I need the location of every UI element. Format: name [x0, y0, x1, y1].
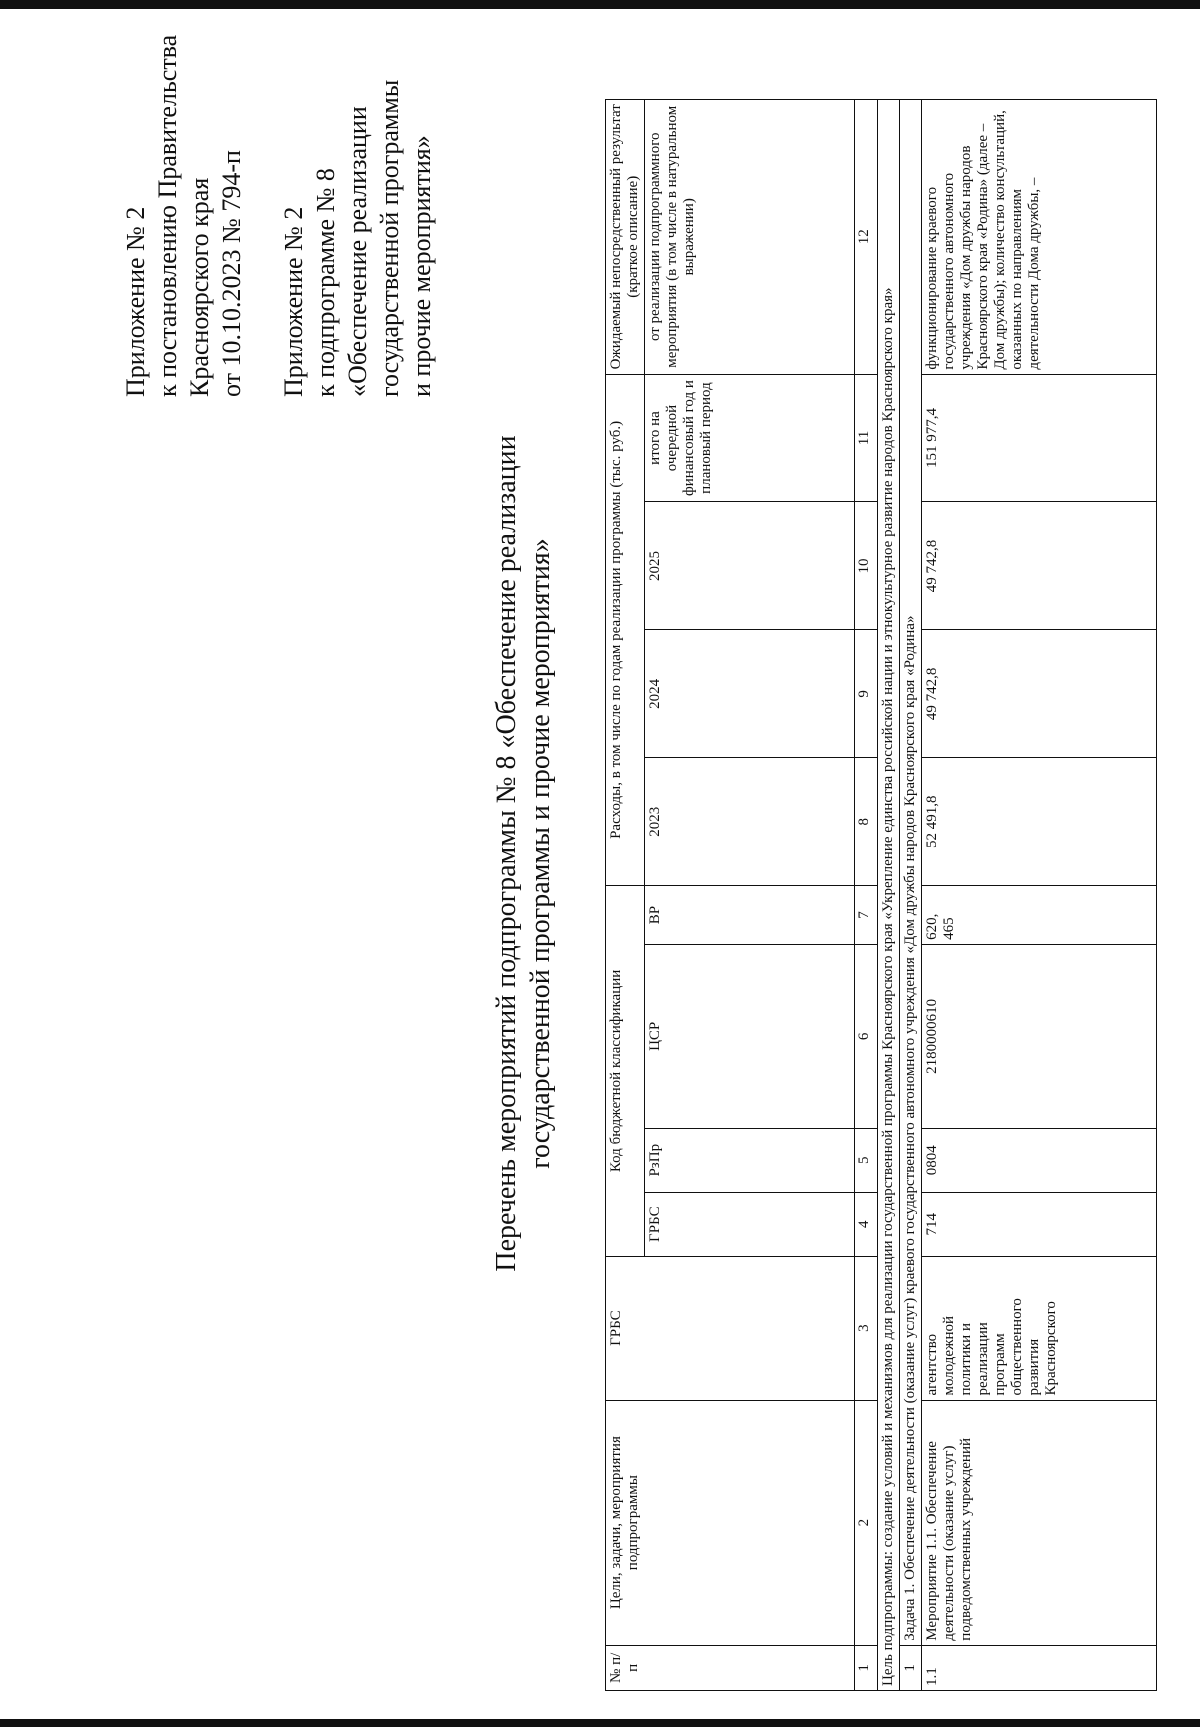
header-grbs: ГРБС	[606, 1256, 855, 1400]
document-title-line1: Перечень мероприятий подпрограммы № 8 «Обеспечение реализации	[491, 435, 522, 1272]
goal-row	[878, 100, 900, 1691]
annex-line: Приложение № 2	[279, 206, 308, 397]
header-goals: Цели, задачи, мероприятия подпрограммы	[606, 1400, 855, 1645]
column-number: 7	[855, 886, 878, 945]
document-title	[490, 0, 558, 1717]
column-number: 12	[855, 100, 878, 375]
goal-text: Цель подпрограммы: создание условий и механизмов для реализации государственной программы Красноярского края «Укрепление единства российской нации и этнокультурное развитие народов Красноярского края»	[878, 100, 900, 1691]
column-number: 11	[855, 374, 878, 502]
approval-line: от 10.10.2023 № 794-п	[217, 150, 246, 397]
measure-num: 1.1	[922, 1645, 1157, 1690]
task-num: 1	[900, 1645, 922, 1690]
task-row	[900, 100, 922, 1691]
table-row	[922, 100, 1157, 1691]
column-number: 3	[855, 1256, 878, 1400]
document-title-line2: государственной программы и прочие мероприятия»	[525, 538, 556, 1169]
column-numbers-row	[855, 100, 878, 1691]
column-number: 1	[855, 1645, 878, 1690]
measures-table	[605, 99, 1157, 1691]
column-number: 6	[855, 944, 878, 1128]
column-number: 4	[855, 1192, 878, 1256]
header-2023: 2023	[645, 758, 855, 886]
measure-grbs-code: 714	[922, 1192, 1157, 1256]
column-number: 9	[855, 630, 878, 758]
header-2025: 2025	[645, 502, 855, 630]
task-text: Задача 1. Обеспечение деятельности (оказание услуг) краевого государственного автономного учреждения «Дом дружбы народов Красноярского края «Родина»	[900, 100, 922, 1646]
header-total: итого на очередной финансовый год и плановый период	[645, 374, 855, 502]
header-rzpr: РзПр	[645, 1128, 855, 1192]
header-expected-result-detail: от реализации подпрограммного мероприятия (в том числе в натуральном выражении)	[645, 100, 855, 375]
column-number: 8	[855, 758, 878, 886]
column-number: 5	[855, 1128, 878, 1192]
header-csr: ЦСР	[645, 944, 855, 1128]
header-grbs-short: ГРБС	[645, 1192, 855, 1256]
measure-csr: 2180000610	[922, 944, 1157, 1128]
header-vr: ВР	[645, 886, 855, 945]
measure-total: 151 977,4	[922, 374, 1157, 502]
annex-line: государственной программы	[375, 79, 404, 397]
approval-line: к постановлению Правительства	[153, 34, 182, 397]
approval-block	[120, 17, 438, 397]
annex-line: «Обеспечение реализации	[343, 106, 372, 397]
measure-2024: 49 742,8	[922, 630, 1157, 758]
header-2024: 2024	[645, 630, 855, 758]
measure-name: Мероприятие 1.1. Обеспечение деятельности (оказание услуг) подведомственных учреждений	[922, 1400, 1157, 1645]
header-num: № п/п	[606, 1645, 855, 1690]
header-expenses: Расходы, в том числе по годам реализации программы (тыс. руб.)	[606, 374, 645, 886]
measure-result: функционирование краевого государственного автономного учреждения «Дом дружбы народов Красноярского края «Родина» (далее – Дом дружбы); количество консультаций, оказанных по направлениям деятельности Дома дружбы, –	[922, 100, 1157, 375]
header-expected-result: Ожидаемый непосредственный результат (краткое описание)	[606, 100, 645, 375]
column-number: 10	[855, 502, 878, 630]
approval-line: Красноярского края	[185, 177, 214, 397]
approval-line: Приложение № 2	[121, 206, 150, 397]
measure-vr: 620, 465	[922, 886, 1157, 945]
measure-2023: 52 491,8	[922, 758, 1157, 886]
annex-line: и прочие мероприятия»	[407, 135, 436, 397]
annex-line: к подпрограмме № 8	[311, 168, 340, 397]
measure-grbs: агентство молодежной политики и реализации программ общественного развития Красноярского	[922, 1256, 1157, 1400]
measure-2025: 49 742,8	[922, 502, 1157, 630]
measure-rzpr: 0804	[922, 1128, 1157, 1192]
header-budget-code: Код бюджетной классификации	[606, 886, 645, 1256]
column-number: 2	[855, 1400, 878, 1645]
